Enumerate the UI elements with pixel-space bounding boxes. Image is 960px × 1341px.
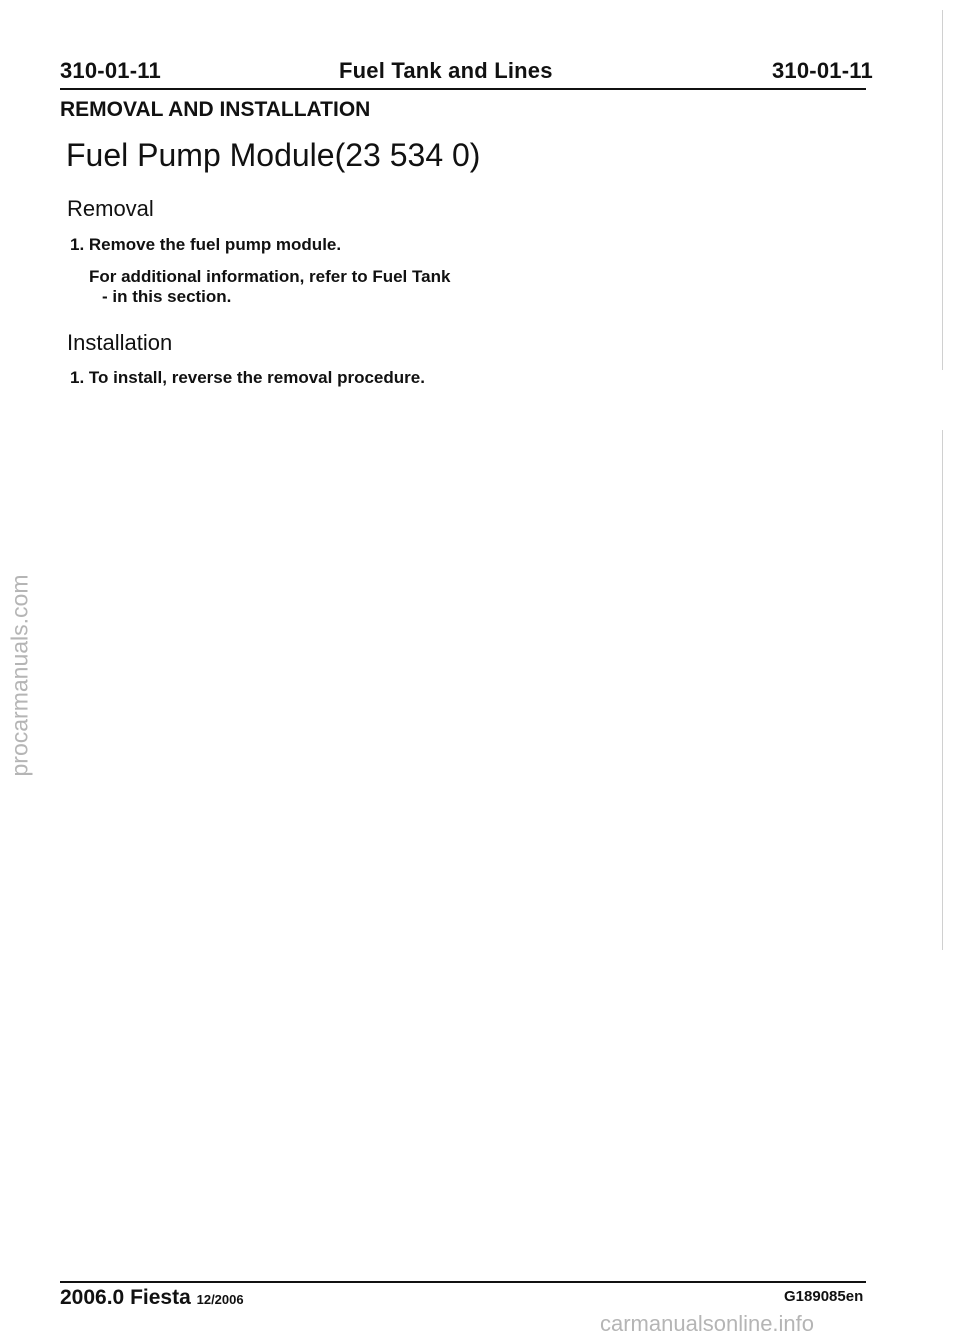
header-chapter-title: Fuel Tank and Lines <box>339 58 553 83</box>
removal-note-line-1: For additional information, refer to Fuel Tank <box>89 267 451 286</box>
footer-rule <box>60 1281 866 1283</box>
installation-heading: Installation <box>67 330 173 355</box>
header-page-number-right: 310-01-11 <box>772 58 873 83</box>
footer-date: 12/2006 <box>196 1292 244 1307</box>
scan-artifact-line <box>942 10 943 370</box>
side-watermark-text: procarmanuals.com <box>6 574 33 776</box>
installation-step-1: 1. To install, reverse the removal procedure. <box>70 368 425 387</box>
removal-note <box>89 267 450 307</box>
footer-document-code: G189085en <box>784 1288 864 1305</box>
header-page-number-left: 310-01-11 <box>60 58 161 83</box>
footer-model-name: 2006.0 Fiesta <box>60 1286 191 1309</box>
footer-model <box>60 1286 244 1310</box>
side-watermark <box>0 560 40 790</box>
removal-note-line-2: - in this section. <box>102 287 232 306</box>
bottom-watermark: carmanualsonline.info <box>600 1311 815 1336</box>
header-rule <box>60 88 866 90</box>
removal-step-1: 1. Remove the fuel pump module. <box>70 235 342 254</box>
page-title: Fuel Pump Module(23 534 0) <box>66 137 481 173</box>
section-heading: REMOVAL AND INSTALLATION <box>60 98 371 121</box>
removal-heading: Removal <box>67 196 154 221</box>
scan-artifact-line <box>942 430 943 950</box>
